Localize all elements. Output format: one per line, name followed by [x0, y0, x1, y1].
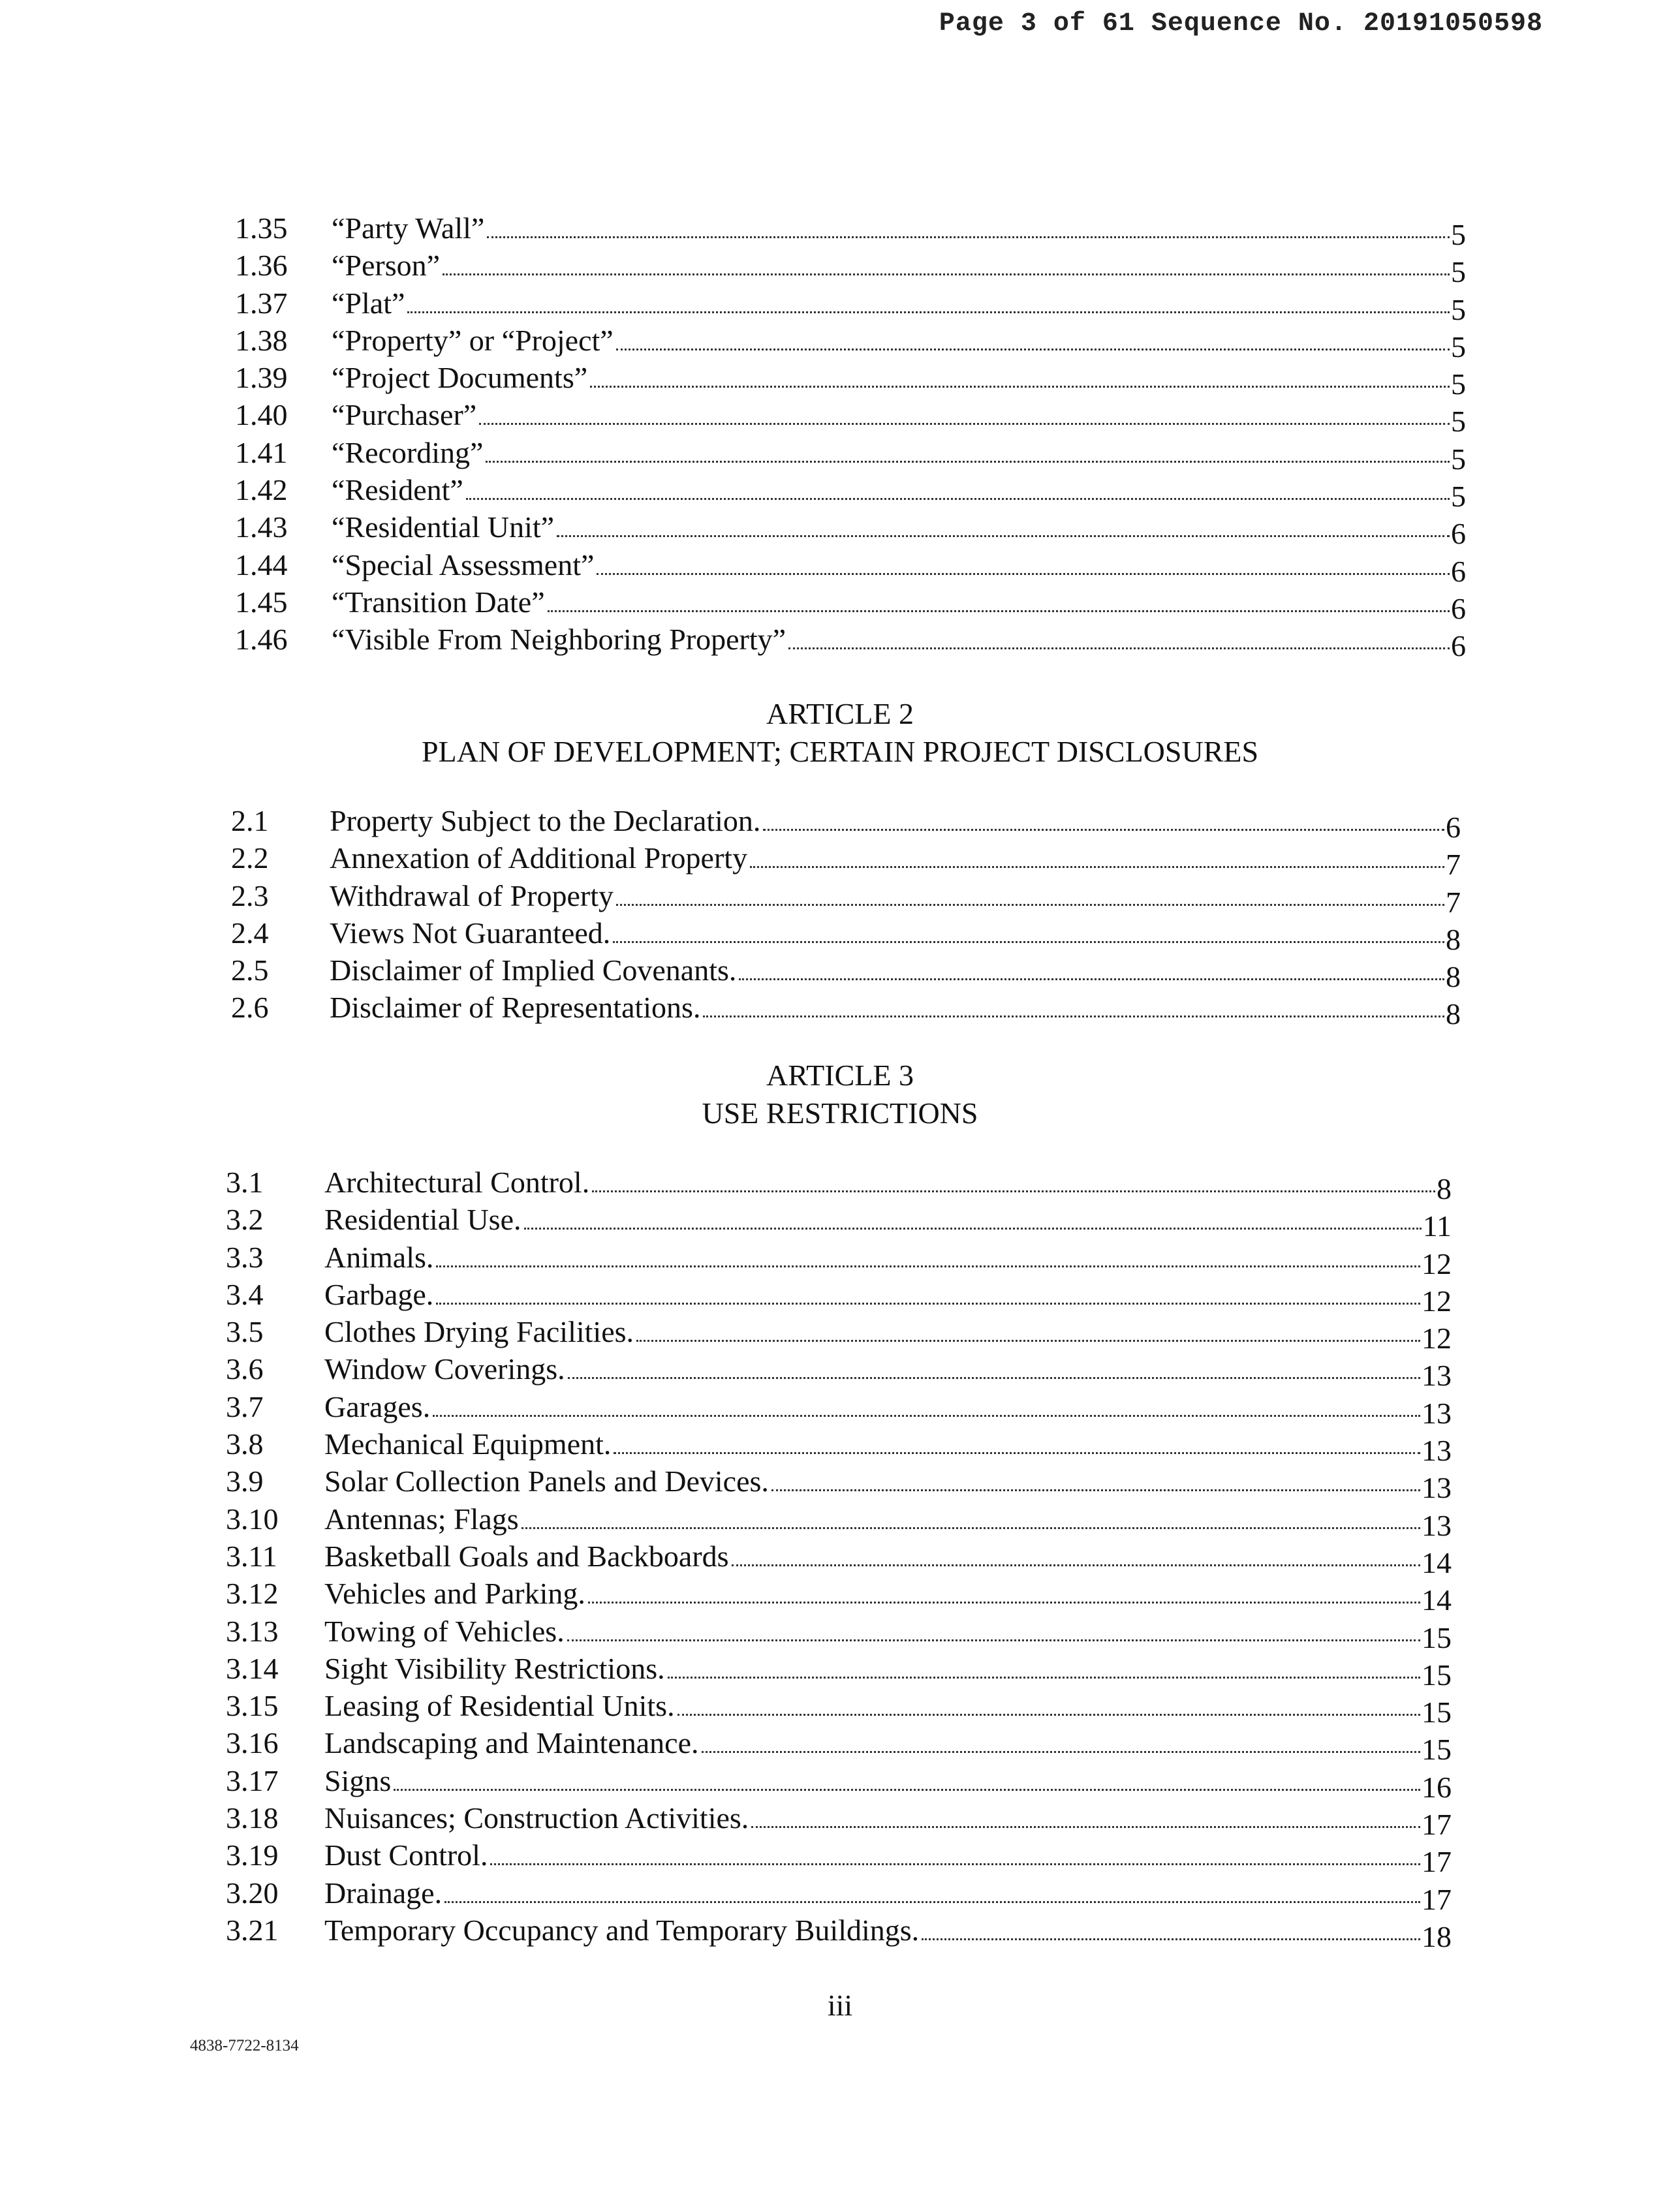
toc-entry[interactable] — [0, 1762, 1680, 1804]
toc-entry[interactable] — [0, 546, 1680, 588]
toc-entry[interactable] — [0, 1276, 1680, 1318]
toc-entry-number: 1.41 — [235, 435, 288, 469]
toc-entry-line — [324, 1575, 1452, 1617]
toc-entry[interactable] — [0, 1650, 1680, 1692]
toc-entry-line — [330, 802, 1461, 844]
toc-entry-page: 6 — [1451, 554, 1466, 588]
toc-entry-title: Clothes Drying Facilities. — [324, 1315, 634, 1349]
toc-entry-line — [324, 1836, 1452, 1879]
toc-entry[interactable] — [0, 621, 1680, 663]
toc-entry-line — [324, 1276, 1452, 1318]
toc-entry-number: 3.3 — [226, 1240, 264, 1274]
dot-leader — [922, 1938, 1420, 1940]
toc-entry-number: 1.38 — [235, 323, 288, 357]
toc-entry-page: 18 — [1422, 1919, 1452, 1953]
toc-entry-number: 1.35 — [235, 211, 288, 245]
toc-entry-line — [324, 1313, 1452, 1356]
toc-entry-title: Vehicles and Parking. — [324, 1577, 585, 1611]
toc-entry-number: 1.39 — [235, 361, 288, 395]
dot-leader — [616, 904, 1444, 906]
toc-entry-page: 15 — [1422, 1696, 1452, 1729]
toc-entry-number: 3.4 — [226, 1277, 264, 1311]
toc-entry-title: Leasing of Residential Units. — [324, 1689, 675, 1723]
toc-entry-title: “Project Documents” — [332, 361, 588, 395]
toc-entry[interactable] — [0, 802, 1680, 844]
dot-leader — [443, 273, 1450, 275]
toc-entry-number: 3.7 — [226, 1389, 264, 1423]
toc-entry-line — [332, 209, 1466, 251]
toc-entry-page: 15 — [1422, 1620, 1452, 1654]
toc-entry[interactable] — [0, 1388, 1680, 1430]
toc-entry-title: “Residential Unit” — [332, 510, 555, 544]
toc-entry-title: “Party Wall” — [332, 211, 485, 245]
toc-entry-number: 3.11 — [226, 1539, 277, 1573]
toc-entry-title: “Recording” — [332, 435, 484, 469]
toc-entry-line — [324, 1724, 1452, 1767]
toc-entry-page: 8 — [1446, 997, 1461, 1031]
toc-entry[interactable] — [0, 1575, 1680, 1617]
toc-entry-number: 1.40 — [235, 398, 288, 432]
toc-entry-page: 7 — [1446, 848, 1461, 882]
toc-entry-number: 1.44 — [235, 548, 288, 581]
toc-entry-page: 8 — [1437, 1172, 1452, 1205]
toc-entry[interactable] — [0, 1687, 1680, 1729]
toc-entry[interactable] — [0, 1201, 1680, 1243]
toc-entry-number: 3.9 — [226, 1464, 264, 1498]
toc-entry-line — [332, 471, 1466, 514]
dot-leader — [588, 1602, 1420, 1604]
toc-entry-title: Nuisances; Construction Activities. — [324, 1801, 749, 1835]
toc-entry-title: Sight Visibility Restrictions. — [324, 1651, 665, 1685]
toc-entry-number: 3.1 — [226, 1166, 264, 1199]
dot-leader — [567, 1639, 1420, 1641]
toc-entry-number: 2.1 — [231, 804, 269, 837]
toc-entry-number: 1.42 — [235, 473, 288, 507]
toc-section-article-1 — [0, 209, 1680, 663]
toc-entry-page: 13 — [1422, 1471, 1452, 1505]
toc-entry-page: 11 — [1422, 1209, 1452, 1243]
toc-entry-line — [330, 914, 1461, 956]
toc-entry[interactable] — [0, 1874, 1680, 1916]
toc-entry-number: 3.13 — [226, 1614, 279, 1648]
toc-entry-title: “Purchaser” — [332, 398, 477, 432]
toc-entry-title: “Visible From Neighboring Property” — [332, 623, 786, 657]
toc-entry-number: 2.5 — [231, 953, 269, 987]
toc-entry-number: 3.14 — [226, 1651, 279, 1685]
toc-entry-title: Temporary Occupancy and Temporary Buildings. — [324, 1913, 920, 1947]
toc-entry-page: 17 — [1422, 1808, 1452, 1842]
toc-entry-line — [324, 1762, 1452, 1804]
toc-entry[interactable] — [0, 952, 1680, 994]
toc-entry-line — [332, 508, 1466, 551]
dot-leader — [702, 1751, 1421, 1753]
toc-entry[interactable] — [0, 508, 1680, 551]
toc-entry[interactable] — [0, 877, 1680, 919]
toc-entry-line — [332, 396, 1466, 439]
toc-entry-title: “Transition Date” — [332, 585, 545, 619]
dot-leader — [590, 386, 1450, 388]
page-number: iii — [827, 1989, 853, 2022]
toc-entry[interactable] — [0, 1724, 1680, 1767]
toc-entry-title: Animals. — [324, 1240, 434, 1274]
toc-entry-line — [324, 1164, 1452, 1205]
toc-entry[interactable] — [0, 1164, 1680, 1205]
toc-entry-line — [324, 1350, 1452, 1393]
toc-entry-page: 17 — [1422, 1845, 1452, 1879]
toc-entry-number: 3.17 — [226, 1763, 279, 1797]
toc-entry-title: Landscaping and Maintenance. — [324, 1726, 699, 1760]
toc-entry-page: 6 — [1446, 811, 1461, 844]
toc-entry-number: 2.6 — [231, 991, 269, 1025]
toc-entry-line — [332, 359, 1466, 401]
toc-entry-number: 3.10 — [226, 1502, 279, 1536]
toc-entry-page: 14 — [1422, 1583, 1452, 1617]
toc-entry-line — [324, 1500, 1452, 1542]
dot-leader — [739, 978, 1444, 980]
toc-entry[interactable] — [0, 1799, 1680, 1842]
dot-leader — [521, 1527, 1420, 1529]
dot-leader — [677, 1714, 1420, 1716]
toc-entry[interactable] — [0, 396, 1680, 439]
dot-leader — [407, 311, 1450, 313]
dot-leader — [636, 1340, 1420, 1342]
toc-entry-number: 3.12 — [226, 1577, 279, 1611]
toc-entry-page: 15 — [1422, 1733, 1452, 1767]
dot-leader — [486, 461, 1450, 463]
toc-entry[interactable] — [0, 1463, 1680, 1505]
toc-entry-line — [324, 1799, 1452, 1842]
toc-entry-title: “Special Assessment” — [332, 548, 595, 581]
dot-leader — [436, 1265, 1420, 1267]
toc-entry-line — [324, 1239, 1452, 1280]
toc-entry[interactable] — [0, 1313, 1680, 1356]
toc-entry-page: 15 — [1422, 1658, 1452, 1692]
dot-leader — [732, 1564, 1420, 1566]
toc-entry-number: 1.45 — [235, 585, 288, 619]
toc-entry-title: Garbage. — [324, 1277, 434, 1311]
toc-entry-line — [330, 952, 1461, 994]
toc-entry[interactable] — [0, 322, 1680, 364]
toc-entry-title: Residential Use. — [324, 1203, 521, 1237]
dot-leader — [466, 498, 1450, 500]
dot-leader — [568, 1377, 1420, 1379]
toc-entry-line — [332, 247, 1466, 289]
toc-entry-page: 12 — [1422, 1247, 1452, 1280]
toc-entry-page: 8 — [1446, 960, 1461, 994]
toc-entry-line — [324, 1538, 1452, 1579]
toc-entry-line — [330, 877, 1461, 919]
toc-entry-number: 3.15 — [226, 1689, 279, 1723]
dot-leader — [751, 1826, 1420, 1828]
toc-entry-page: 13 — [1422, 1396, 1452, 1430]
toc-entry-title: “Property” or “Project” — [332, 323, 614, 357]
toc-entry-number: 3.21 — [226, 1913, 279, 1947]
toc-entry-page: 14 — [1422, 1545, 1452, 1579]
toc-section-article-3 — [0, 1164, 1680, 1953]
toc-entry[interactable] — [0, 914, 1680, 956]
toc-entry-page: 5 — [1451, 367, 1466, 401]
dot-leader — [614, 1452, 1420, 1454]
toc-entry-title: Drainage. — [324, 1876, 443, 1910]
toc-entry[interactable] — [0, 839, 1680, 882]
toc-entry-page: 17 — [1422, 1882, 1452, 1916]
toc-entry-page: 6 — [1451, 629, 1466, 663]
toc-entry-title: Dust Control. — [324, 1838, 488, 1872]
toc-entry-page: 5 — [1451, 442, 1466, 476]
toc-entry-page: 5 — [1451, 218, 1466, 251]
dot-leader — [479, 423, 1450, 425]
toc-entry-line — [332, 621, 1466, 663]
toc-entry-line — [332, 583, 1466, 625]
toc-entry[interactable] — [0, 209, 1680, 251]
toc-entry-title: Antennas; Flags — [324, 1502, 519, 1536]
toc-entry-title: “Person” — [332, 249, 441, 283]
toc-entry-title: Annexation of Additional Property — [330, 841, 748, 875]
toc-entry[interactable] — [0, 434, 1680, 476]
dot-leader — [557, 535, 1450, 537]
toc-entry-title: Signs — [324, 1763, 392, 1797]
toc-entry-title: Mechanical Equipment. — [324, 1427, 612, 1461]
toc-entry-title: Basketball Goals and Backboards — [324, 1539, 729, 1573]
toc-entry-line — [332, 546, 1466, 588]
toc-entry-title: Architectural Control. — [324, 1166, 590, 1199]
toc-entry-page: 5 — [1451, 330, 1466, 364]
toc-entry-title: Disclaimer of Representations. — [330, 991, 701, 1025]
dot-leader — [444, 1901, 1420, 1903]
toc-entry-line — [324, 1687, 1452, 1729]
toc-entry-number: 1.46 — [235, 623, 288, 657]
toc-entry-page: 5 — [1451, 405, 1466, 439]
toc-entry-title: Solar Collection Panels and Devices. — [324, 1464, 769, 1498]
toc-entry[interactable] — [0, 1836, 1680, 1879]
toc-entry-number: 2.2 — [231, 841, 269, 875]
dot-leader — [394, 1789, 1420, 1791]
toc-entry[interactable] — [0, 1500, 1680, 1542]
toc-entry[interactable] — [0, 1538, 1680, 1579]
toc-entry-number: 3.16 — [226, 1726, 279, 1760]
dot-leader — [616, 349, 1450, 350]
toc-entry-page: 5 — [1451, 255, 1466, 289]
toc-entry-line — [324, 1425, 1452, 1468]
toc-entry-number: 2.4 — [231, 916, 269, 950]
toc-entry-line — [324, 1650, 1452, 1692]
toc-entry-number: 3.8 — [226, 1427, 264, 1461]
toc-entry-title: Window Coverings. — [324, 1352, 565, 1386]
toc-entry-number: 3.18 — [226, 1801, 279, 1835]
dot-leader — [703, 1015, 1444, 1017]
toc-entry[interactable] — [0, 359, 1680, 401]
toc-entry-number: 2.3 — [231, 878, 269, 912]
toc-entry-page: 16 — [1422, 1770, 1452, 1804]
toc-entry-page: 13 — [1422, 1434, 1452, 1468]
article-number: ARTICLE 2 — [766, 697, 914, 730]
dot-leader — [613, 941, 1444, 943]
dot-leader — [490, 1863, 1420, 1865]
dot-leader — [548, 610, 1450, 612]
toc-entry-line — [324, 1874, 1452, 1916]
page-sequence-header: Page 3 of 61 Sequence No. 20191050598 — [939, 9, 1543, 39]
toc-section-article-2 — [0, 802, 1680, 1031]
toc-entry-title: Views Not Guaranteed. — [330, 916, 611, 950]
toc-entry-line — [324, 1912, 1452, 1953]
article-number: ARTICLE 3 — [766, 1059, 914, 1092]
toc-entry-page: 5 — [1451, 480, 1466, 514]
toc-entry-number: 1.43 — [235, 510, 288, 544]
article-title: PLAN OF DEVELOPMENT; CERTAIN PROJECT DISCLOSURES — [421, 735, 1259, 768]
document-id: 4838-7722-8134 — [190, 2037, 299, 2054]
toc-entry[interactable] — [0, 583, 1680, 625]
dot-leader — [597, 573, 1450, 575]
dot-leader — [771, 1489, 1420, 1491]
toc-entry-number: 3.6 — [226, 1352, 264, 1386]
toc-entry[interactable] — [0, 1350, 1680, 1393]
toc-entry-number: 3.19 — [226, 1838, 279, 1872]
toc-entry-line — [332, 285, 1466, 326]
dot-leader — [436, 1303, 1420, 1305]
dot-leader — [592, 1190, 1435, 1192]
toc-entry-number: 1.37 — [235, 286, 288, 320]
toc-entry-page: 5 — [1451, 292, 1466, 326]
toc-entry-title: Disclaimer of Implied Covenants. — [330, 953, 737, 987]
toc-entry-page: 6 — [1451, 591, 1466, 625]
toc-entry-line — [324, 1388, 1452, 1430]
toc-entry-line — [332, 434, 1466, 476]
toc-entry-number: 3.2 — [226, 1203, 264, 1237]
toc-entry-page: 13 — [1422, 1359, 1452, 1393]
toc-entry-line — [324, 1201, 1452, 1243]
toc-entry-number: 3.20 — [226, 1876, 279, 1910]
dot-leader — [788, 647, 1450, 649]
toc-entry-line — [332, 322, 1466, 364]
toc-entry-number: 1.36 — [235, 249, 288, 283]
toc-entry-page: 6 — [1451, 517, 1466, 551]
article-3-heading — [0, 1057, 1680, 1132]
toc-entry[interactable] — [0, 1239, 1680, 1280]
toc-entry[interactable] — [0, 285, 1680, 326]
dot-leader — [433, 1415, 1420, 1417]
toc-entry-page: 7 — [1446, 885, 1461, 919]
toc-entry[interactable] — [0, 1613, 1680, 1654]
toc-entry-title: Withdrawal of Property — [330, 878, 614, 912]
toc-entry[interactable] — [0, 471, 1680, 514]
toc-entry[interactable] — [0, 1425, 1680, 1468]
toc-entry[interactable] — [0, 247, 1680, 289]
toc-entry-title: Property Subject to the Declaration. — [330, 804, 761, 837]
toc-entry[interactable] — [0, 989, 1680, 1031]
toc-entry-line — [330, 989, 1461, 1031]
toc-entry-title: Garages. — [324, 1389, 431, 1423]
toc-entry-line — [324, 1613, 1452, 1654]
toc-entry-title: “Plat” — [332, 286, 405, 320]
dot-leader — [668, 1677, 1420, 1679]
toc-entry[interactable] — [0, 1912, 1680, 1953]
toc-entry-line — [330, 839, 1461, 882]
dot-leader — [524, 1228, 1422, 1230]
article-title: USE RESTRICTIONS — [702, 1096, 978, 1130]
toc-entry-line — [324, 1463, 1452, 1505]
toc-entry-page: 8 — [1446, 922, 1461, 956]
article-2-heading — [0, 695, 1680, 771]
toc-entry-page: 12 — [1422, 1284, 1452, 1318]
toc-entry-title: Towing of Vehicles. — [324, 1614, 565, 1648]
dot-leader — [487, 236, 1450, 238]
toc-entry-page: 13 — [1422, 1508, 1452, 1542]
toc-entry-number: 3.5 — [226, 1315, 264, 1349]
dot-leader — [750, 866, 1444, 868]
dot-leader — [763, 829, 1444, 831]
toc-entry-title: “Resident” — [332, 473, 463, 507]
toc-entry-page: 12 — [1422, 1322, 1452, 1356]
